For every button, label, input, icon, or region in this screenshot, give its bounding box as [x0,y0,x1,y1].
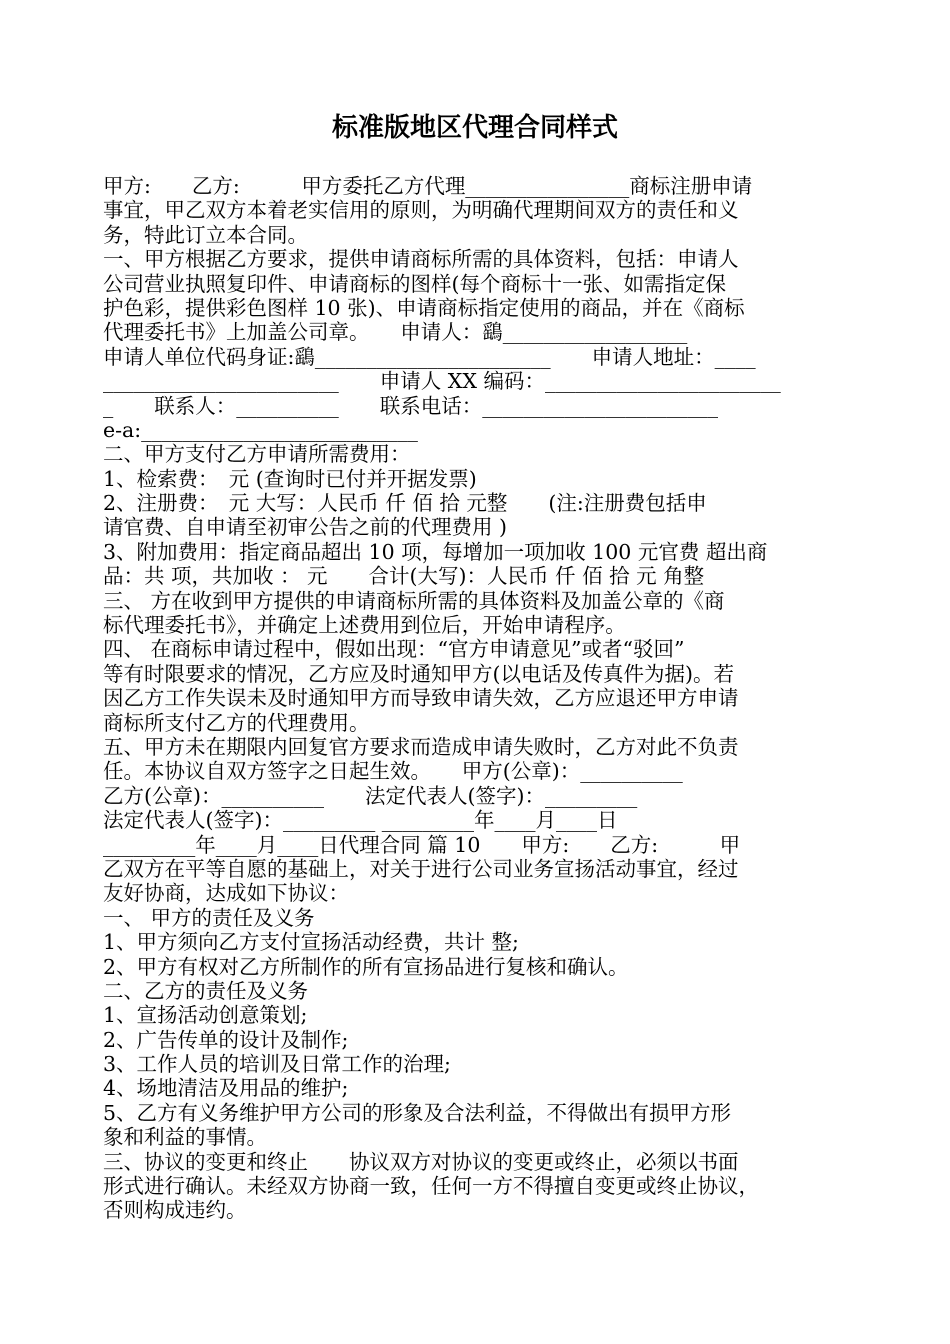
body-line: 任。本协议自双方签字之日起生效。 甲方(公章)：__________ [103,759,683,784]
body-line: 2、广告传单的设计及制作; [103,1027,349,1052]
body-line: _ 联系人：__________ 联系电话：_______________________ [103,393,718,418]
body-line: 乙方(公章)：__________ 法定代表人(签字)：_________ [103,783,638,808]
body-line: 标代理委托书》，并确定上述费用到位后，开始申请程序。 [103,613,626,638]
body-line: 2、甲方有权对乙方所制作的所有宣扬品进行复核和确认。 [103,954,629,979]
body-line: 品：共 项，共加收 ： 元 合计(大写)：人民币 仟 佰 拾 元 角整 [103,564,705,589]
body-line: 友好协商，达成如下协议： [103,881,349,906]
body-line: 三、 方在收到甲方提供的申请商标所需的具体资料及加盖公章的《商 [103,588,725,613]
body-line: 护色彩，提供彩色图样 10 张)、申请商标指定使用的商品，并在《商标 [103,295,745,320]
body-line: _________年____月____日代理合同 篇 10 甲方: 乙方: 甲 [103,832,741,857]
body-line: 四、 在商标申请过程中，假如出现：“官方申请意见”或者“驳回” [103,637,685,662]
body-line: 公司营业执照复印件、申请商标的图样(每个商标十一张、如需指定保 [103,271,726,296]
body-line: 一、甲方根据乙方要求，提供申请商标所需的具体资料，包括：申请人 [103,247,739,272]
body-line: 代理委托书》上加盖公司章。 申请人：鷂__________________ [103,320,688,345]
body-line: 1、宣扬活动创意策划; [103,1003,308,1028]
body-line: 法定代表人(签字)：_________ _________年____月____日 [103,808,618,833]
document-title: 标准版地区代理合同样式 [331,113,618,143]
body-line: 因乙方工作失误未及时通知甲方而导致申请失效，乙方应退还甲方申请 [103,686,739,711]
body-line: 形式进行确认。未经双方协商一致，任何一方不得擅自变更或终止协议， [103,1174,759,1199]
body-line: 5、乙方有义务维护甲方公司的形象及合法利益，不得做出有损甲方形 [103,1100,732,1125]
body-line: 否则构成违约。 [103,1198,247,1223]
body-line: 务，特此订立本合同。 [103,222,308,247]
body-line: 二、甲方支付乙方申请所需费用： [103,442,411,467]
body-line: 二、乙方的责任及义务 [103,978,308,1003]
body-line: 三、协议的变更和终止 协议双方对协议的变更或终止，必须以书面 [103,1149,739,1174]
body-line: 一、 甲方的责任及义务 [103,905,315,930]
body-line: 象和利益的事情。 [103,1125,267,1150]
body-line: 五、甲方未在期限内回复官方要求而造成申请失败时，乙方对此不负责 [103,734,739,759]
body-line: 3、附加费用：指定商品超出 10 项，每增加一项加收 100 元官费 超出商 [103,539,768,564]
body-line: 1、检索费： 元 (查询时已付并开据发票) [103,466,477,491]
body-line: e-a:___________________________ [103,417,418,442]
body-line: 事宜，甲乙双方本着老实信用的原则，为明确代理期间双方的责任和义 [103,198,739,223]
body-line: 3、工作人员的培训及日常工作的治理; [103,1052,451,1077]
document-body [103,174,863,1223]
body-line: 2、注册费： 元 大写：人民币 仟 佰 拾 元整 (注:注册费包括申 [103,491,707,516]
body-line: 4、场地清洁及用品的维护; [103,1076,349,1101]
body-line: _______________________ 申请人 XX 编码：_______________________ [103,369,781,394]
body-line: 1、甲方须向乙方支付宣扬活动经费，共计 整; [103,930,519,955]
body-line: 请官费、自申请至初审公告之前的代理费用 ) [103,515,508,540]
body-line: 申请人单位代码身证:鷂_______________________ 申请人地址：____ [103,344,756,369]
body-line: 等有时限要求的情况，乙方应及时通知甲方(以电话及传真件为据)。若 [103,661,734,686]
body-line: 乙双方在平等自愿的基础上，对关于进行公司业务宣扬活动事宜，经过 [103,856,739,881]
body-line: 商标所支付乙方的代理费用。 [103,710,370,735]
body-line: 甲方: 乙方: 甲方委托乙方代理________________商标注册申请 [103,174,753,198]
